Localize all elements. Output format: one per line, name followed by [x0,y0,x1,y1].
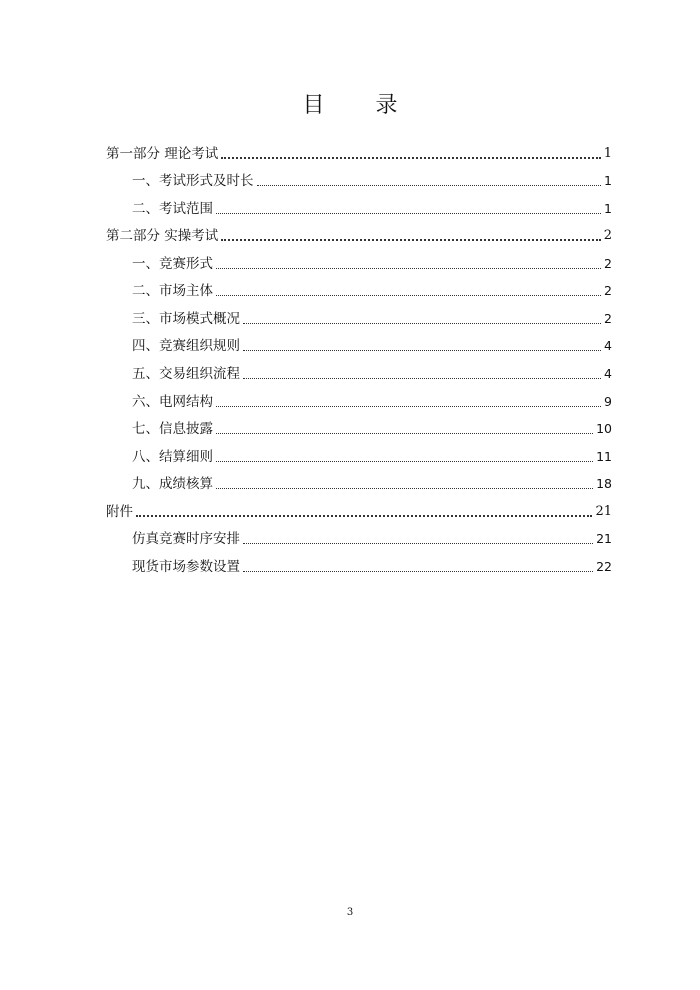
toc-entry-label: 五、交易组织流程 [132,366,240,382]
dot-leader [243,571,593,572]
toc-entry-label: 仿真竞赛时序安排 [132,531,240,547]
toc-entry-label: 二、市场主体 [132,283,213,299]
toc-entry-page: 11 [596,449,612,464]
toc-entry[interactable] [132,255,612,273]
toc-entry[interactable] [132,448,612,466]
toc-entry[interactable] [132,558,612,576]
toc-entry[interactable] [132,172,612,190]
toc-entry-page: 4 [604,338,612,353]
toc-entry[interactable] [132,200,612,218]
dot-leader [136,515,592,517]
dot-leader [221,157,600,159]
page-number: 3 [346,907,354,918]
toc-entry-page: 2 [604,283,612,298]
toc-entry-page: 1 [604,201,612,216]
toc-entry-page: 2 [604,311,612,326]
toc-entry-label: 七、信息披露 [132,421,213,437]
toc-entry-label: 九、成绩核算 [132,476,213,492]
toc-title: 目 录 [302,93,420,118]
dot-leader [216,433,593,434]
dot-leader [243,323,601,324]
toc-entry-label: 六、电网结构 [132,394,213,410]
toc-entry[interactable] [132,420,612,438]
toc-entry[interactable] [132,475,612,493]
toc-entry-page: 21 [596,531,612,546]
toc-entry[interactable] [106,145,612,163]
toc-entry-label: 第二部分 实操考试 [106,228,219,244]
toc-entry-page: 18 [596,476,612,491]
toc-entry-page: 2 [604,256,612,271]
dot-leader [216,295,601,296]
toc-entry-label: 一、考试形式及时长 [132,173,254,189]
dot-leader [257,185,602,186]
toc-entry-label: 附件 [106,504,133,520]
toc-entry-page: 1 [603,146,612,161]
dot-leader [216,406,601,407]
toc-entry[interactable] [132,530,612,548]
toc-entry-page: 22 [596,559,612,574]
toc-entry[interactable] [106,227,612,245]
toc-entry[interactable] [132,365,612,383]
toc-entry-page: 1 [604,173,612,188]
toc-entry-page: 2 [603,228,612,243]
toc-entry[interactable] [132,393,612,411]
toc-entry-page: 9 [604,394,612,409]
toc-entry-label: 二、考试范围 [132,201,213,217]
dot-leader [243,378,601,379]
dot-leader [221,239,600,241]
toc-entry-label: 第一部分 理论考试 [106,146,219,162]
dot-leader [243,543,593,544]
dot-leader [216,488,593,489]
toc-entry-label: 四、竞赛组织规则 [132,338,240,354]
toc-entry-label: 现货市场参数设置 [132,559,240,575]
dot-leader [216,213,601,214]
toc-entry-page: 4 [604,366,612,381]
toc-entry-label: 八、结算细则 [132,449,213,465]
dot-leader [216,268,601,269]
toc-entry[interactable] [132,310,612,328]
toc-entry[interactable] [132,337,612,355]
toc-entry-page: 10 [596,421,612,436]
dot-leader [216,461,593,462]
dot-leader [243,350,601,351]
toc-entry-label: 一、竞赛形式 [132,256,213,272]
toc-entry-label: 三、市场模式概况 [132,311,240,327]
toc-entry[interactable] [106,503,612,521]
toc-entry[interactable] [132,282,612,300]
toc-entry-page: 21 [595,504,612,519]
